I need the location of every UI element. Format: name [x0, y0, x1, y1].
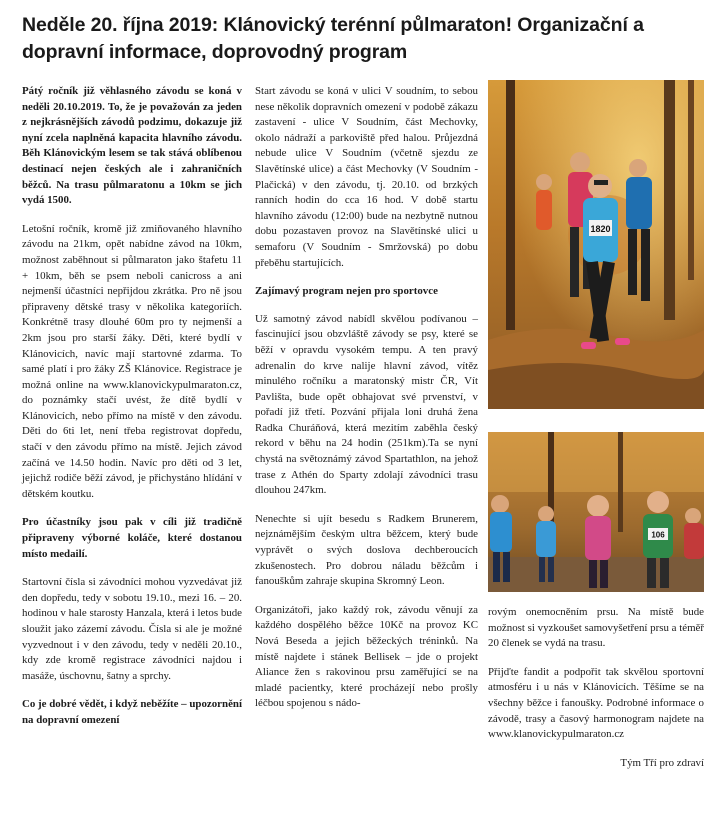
- article-headline: Neděle 20. října 2019: Klánovický terénní půlmaraton! Organizační a dopravní informace, doprovodný program: [22, 14, 644, 63]
- article-paragraph: Organizátoři, jako každý rok, závodu věnují za každého dospělého běžce 10Kč na provoz KC Nová Beseda a jejich běžeckých tréninků. Na místě najdete i stánek Bellisek – jde o projekt Aliance žen s rakovinou prsu zaměřující se na mladé pacientky, které procházejí nebo prošly léčbou spojenou s nádo-: [255, 603, 478, 710]
- article-paragraph: Přijďte fandit a podpořit tak skvělou sportovní atmosféru i u nás v Klánovicích. Těšíme se na všechny běžce i fanoušky. Podrobné informace o závodě, trasy a časový harmonogram najdete na www.klanovickypulmaraton.cz: [488, 665, 704, 741]
- article-column-1: [22, 84, 242, 742]
- article-paragraph: Už samotný závod nabídl skvělou podívanou – fascinující jsou obzvláště závody se psy, které se běží v opravdu vysokém tempu. A ten pravý adrenalin do krve nalije hlavní závod, vítěz minulého ročníku a maratonský mistr ČR, Vít Pavlišta, bude opět obhajovat své prvenství, v pořadí již třetí. Pozvání přijala loni druhá žena Radka Churáňová, která mezitím zaběhla český rekord v běhu na 24 hodin (251km).Ta se nyní chystá na světoznámý závod Spartathlon, na jehož trase z Athén do Sparty zdolají závodníci trasu dlouhou 247km.: [255, 312, 478, 497]
- article-paragraph: Letošní ročník, kromě již zmiňovaného hlavního závodu na 21km, opět nabídne závod na 10km, možnost zaběhnout si půlmaraton jako štafetu 11 + 10km, běh se psem neboli canicross a ani nejmenší účastníci nepřijdou zkrátka. Pro ně jsou připraveny dětské trasy v několika kategoriích. Konkrétně trasy dlouhé 60m pro ty nejmenší a 2km jsou pro starší žáky. Děti, které bydlí v Klánovicích, navíc mají startovné zdarma. To samé platí i pro žáky ZŠ Klánovice. Registrace je možná online na www.klanovickypulmaraton.cz, do poznámky stačí uvést, že dítě bydlí v Klánovicích, nebo přímo na místě v den závodu. Děti do 6ti let, není třeba registrovat dopředu, stačí v den závodu přímo na místě. Jejich závod začíná ve 14.50 hodin. Navíc pro děti od 3 let, jejichž rodiče běží závod, je přichystáno hlídání v dětském koutku.: [22, 222, 242, 500]
- article-column-2: [255, 84, 478, 725]
- article-paragraph-highlight: Pro účastníky jsou pak v cíli již tradičně připraveny výborné koláče, které dostanou místo medailí.: [22, 516, 242, 560]
- article-paragraph: Nenechte si ujít besedu s Radkem Brunerem, nejznámějším českým ultra běžcem, který bude vyprávět o svých doslova dechberoucích zkušenostech. Pro dobrou náladu běžcům i fanouškům zahraje skupina Skromný Leon.: [255, 512, 478, 588]
- article-paragraph: Start závodu se koná v ulici V soudním, to sebou nese několik dopravních omezení v podobě zákazu zastavení - ulice V Soudním, část Mechovky, okolo nádraží a parkoviště před halou. Průjezdná nebude ulice V Soudním (včetně sjezdu ze Slavětínské ulice) a část Mechovky (V Soudním - Plačická) v den závodu, tj. 20.10. od brzkých ranních hodin do cca 16 hod. V době startu hlavního závodu (12:00) bude na nezbytně nutnou dobu pozastaven provoz na Slavětínské ulici u semaforu (V Soudním - Smržovská) po dobu přeběhu startujících.: [255, 85, 478, 269]
- article-intro: Pátý ročník již věhlasného závodu se koná v neděli 20.10.2019. To, že je považován za jeden z nejkrásnějších závodů podzimu, dokazuje již nyní zcela naplněná kapacita hlavního závodu. Běh Klánovickým lesem se tak stává oblíbenou destinací nejen českých ale i zahraničních běžců. Na trasu půlmaratonu a 10km se jich vydá 1500.: [22, 85, 242, 207]
- section-heading: Zajímavý program nejen pro sportovce: [255, 285, 438, 298]
- article-paragraph: Startovní čísla si závodníci mohou vyzvedávat již den dopředu, tedy v sobotu 19.10., mezi 16. – 20. hodinou v hale starosty Hanzala, která i letos bude sloužit jako zázemí závodu. Čísla si ale je možné vyzvednout i v den závodu, tedy v neděli 20.10., kdy zde kromě registrace závodníci najdou i masáže, úschovnu, šatny a sprchy.: [22, 576, 242, 682]
- article-column-3: [488, 605, 704, 784]
- traffic-notice-heading: Co je dobré vědět, i když neběžíte – upozornění na dopravní omezení: [22, 698, 242, 726]
- runners-photo: [488, 80, 704, 409]
- article-signature: Tým Tří pro zdraví: [620, 756, 704, 769]
- article-paragraph: rovým onemocněním prsu. Na místě bude možnost si vyzkoušet samovyšetření prsu a téměř 20 členek se vydá na trasu.: [488, 606, 704, 650]
- runner-bib-number: 1820: [590, 224, 611, 234]
- kid-bib-number: 106: [651, 530, 665, 540]
- kids-race-photo: [488, 432, 704, 592]
